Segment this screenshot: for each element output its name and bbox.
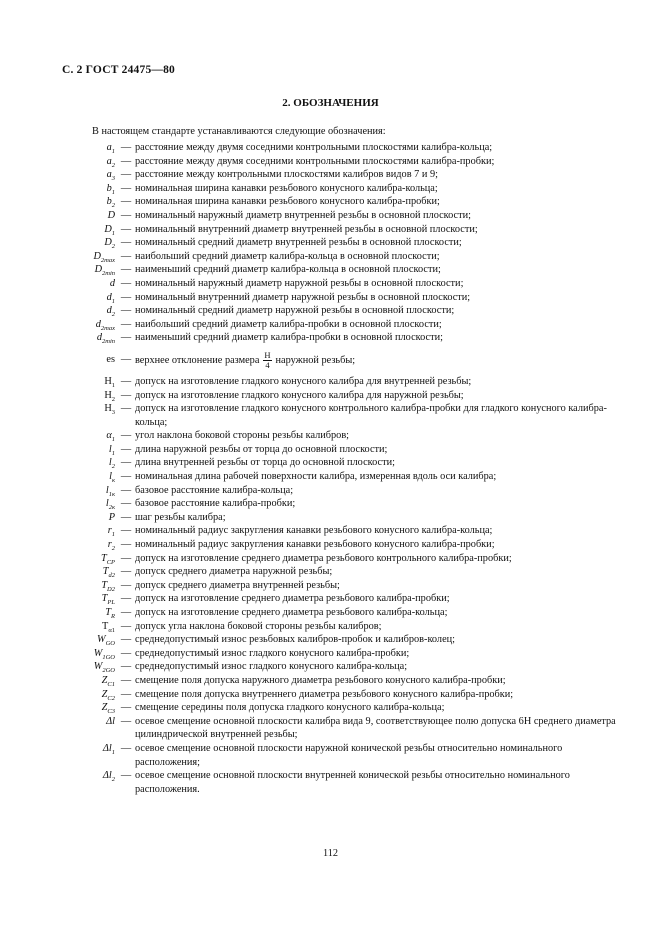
notation-symbol: D xyxy=(107,209,115,221)
notation-symbol: $b_1$ xyxy=(106,182,115,196)
symbol-subscript: C1 xyxy=(107,681,115,689)
notation-dash: — xyxy=(120,264,132,276)
notation-row xyxy=(60,497,620,511)
notation-dash: — xyxy=(120,770,132,782)
notation-row xyxy=(60,429,620,443)
notation-description: допуск среднего диаметра наружной резьбы; xyxy=(135,566,333,578)
notation-symbol: $r_1$ xyxy=(107,525,115,539)
notation-row xyxy=(60,565,620,579)
notation-row xyxy=(60,674,620,688)
notation-description: допуск на изготовление гладкого конусного калибра для наружной резьбы; xyxy=(135,389,464,401)
notation-symbol: $a_1$ xyxy=(106,142,115,156)
notation-row xyxy=(60,331,620,345)
fraction-denominator: 4 xyxy=(265,359,270,370)
symbol-subscript: 2max xyxy=(100,256,115,264)
symbol-subscript: 2 xyxy=(111,161,115,169)
notation-row xyxy=(60,524,620,538)
section-title: 2. ОБОЗНАЧЕНИЯ xyxy=(282,97,379,109)
notation-dash: — xyxy=(120,443,132,455)
notation-row xyxy=(60,606,620,620)
notation-symbol: $T_{D2}$ xyxy=(101,579,115,593)
notation-symbol: $T_{CP}$ xyxy=(100,552,115,566)
notation-row xyxy=(60,456,620,470)
notation-symbol: Δl xyxy=(106,715,115,727)
notation-symbol: $H_2$ xyxy=(104,389,115,403)
notation-description: допуск на изготовление среднего диаметра резьбового калибра-пробки; xyxy=(135,593,450,605)
symbol-subscript: D2 xyxy=(107,585,115,593)
notation-row xyxy=(60,538,620,552)
notation-symbol: $r_2$ xyxy=(107,539,115,553)
symbol-subscript: к xyxy=(111,477,115,485)
notation-dash: — xyxy=(120,702,132,714)
notation-description: смещение середины поля допуска гладкого конусного калибра-кольца; xyxy=(135,702,445,714)
notation-description: номинальная длина рабочей поверхности калибра, измеренная вдоль оси калибра; xyxy=(135,471,497,483)
symbol-subscript: C3 xyxy=(107,708,115,716)
notation-row xyxy=(60,769,620,796)
notation-row xyxy=(60,715,620,742)
notation-symbol: $\alpha_1$ xyxy=(106,430,115,444)
symbol-subscript: 1 xyxy=(111,748,115,756)
notation-dash: — xyxy=(120,552,132,564)
notation-dash: — xyxy=(120,389,132,401)
notation-row xyxy=(60,291,620,305)
notation-symbol: $\Delta l_1$ xyxy=(102,742,115,756)
notation-row xyxy=(60,182,620,196)
notation-dash: — xyxy=(120,332,132,344)
symbol-subscript: 1 xyxy=(111,229,115,237)
notation-row xyxy=(60,209,620,223)
notation-description: допуск на изготовление среднего диаметра резьбового калибра-кольца; xyxy=(135,607,448,618)
notation-symbol: $l_2$ xyxy=(108,457,115,471)
notation-description: номинальный средний диаметр наружной резьбы в основной плоскости; xyxy=(135,305,455,317)
notation-dash: — xyxy=(120,498,132,510)
notation-symbol: $d_{2min}$ xyxy=(96,332,115,346)
notation-dash: — xyxy=(120,403,132,415)
notation-description: осевое смещение основной плоскости калибра вида 9, соответствующее полю допуска 6Н среднего диаметра цилиндрической внутренней резьбы; xyxy=(135,715,616,741)
notation-row xyxy=(60,263,620,277)
symbol-subscript: 2 xyxy=(111,202,115,210)
symbol-subscript: 2 xyxy=(111,776,115,784)
symbol-subscript: 1GO xyxy=(102,653,115,661)
symbol-subscript: CP xyxy=(106,558,115,566)
notation-description: допуск на изготовление среднего диаметра резьбового контрольного калибра-пробки; xyxy=(135,552,512,564)
notation-symbol: $l_1$ xyxy=(108,443,115,457)
notation-description: наименьший средний диаметр калибра-пробки в основной плоскости; xyxy=(135,332,443,344)
notation-dash: — xyxy=(120,237,132,249)
symbol-subscript: 2 xyxy=(111,463,115,471)
notation-dash: — xyxy=(120,155,132,167)
notation-description: допуск на изготовление гладкого конусного контрольного калибра-пробки для гладкого конусного калибра-кольца; xyxy=(135,403,607,428)
notation-row xyxy=(60,633,620,647)
notation-description: осевое смещение основной плоскости внутренней конической резьбы относительно номинального расположения. xyxy=(135,770,570,795)
notation-dash: — xyxy=(120,593,132,605)
notation-symbol: $T_{d2}$ xyxy=(102,566,115,580)
description-text-before: верхнее отклонение размера xyxy=(135,354,260,366)
symbol-subscript: 3 xyxy=(111,175,115,183)
notation-dash: — xyxy=(120,375,132,387)
notation-dash: — xyxy=(120,277,132,289)
notation-dash: — xyxy=(120,715,132,727)
notation-dash: — xyxy=(120,579,132,591)
symbol-subscript: GO xyxy=(105,640,115,648)
notation-row xyxy=(60,511,620,525)
symbol-subscript: 1 xyxy=(111,188,115,196)
notation-row xyxy=(60,304,620,318)
notation-dash: — xyxy=(120,457,132,469)
notation-list xyxy=(60,141,620,796)
symbol-subscript: 1 xyxy=(111,531,115,539)
symbol-subscript: 1к xyxy=(108,490,115,498)
notation-symbol: $W_{GO}$ xyxy=(97,634,115,648)
notation-description: номинальный внутренний диаметр наружной резьбы в основной плоскости; xyxy=(135,291,471,303)
notation-row xyxy=(60,660,620,674)
intro-text: В настоящем стандарте устанавливаются следующие обозначения: xyxy=(92,126,386,137)
notation-description: номинальный внутренний диаметр внутренней резьбы в основной плоскости; xyxy=(135,223,478,235)
notation-row xyxy=(60,236,620,250)
notation-symbol: $d_1$ xyxy=(106,291,115,305)
notation-symbol: $Z_{C3}$ xyxy=(101,702,115,716)
symbol-subscript: 1 xyxy=(111,449,115,457)
notation-symbol: $d_{2max}$ xyxy=(95,318,115,332)
notation-row xyxy=(60,168,620,182)
notation-description: смещение поля допуска внутреннего диаметра резьбового конусного калибра-пробки; xyxy=(135,688,514,700)
notation-dash: — xyxy=(120,209,132,221)
symbol-subscript: 1 xyxy=(111,297,115,305)
symbol-subscript: 2 xyxy=(111,243,115,251)
notation-dash: — xyxy=(120,291,132,303)
notation-dash: — xyxy=(120,430,132,442)
symbol-subscript: 2min xyxy=(102,270,115,278)
fraction-numerator: H xyxy=(264,349,271,360)
notation-dash: — xyxy=(120,525,132,537)
notation-symbol: $d_2$ xyxy=(106,305,115,319)
notation-description: осевое смещение основной плоскости наружной конической резьбы относительно номинального расположения; xyxy=(135,742,563,768)
notation-row xyxy=(60,620,620,634)
notation-dash: — xyxy=(120,169,132,181)
symbol-subscript: 2 xyxy=(111,395,115,403)
notation-dash: — xyxy=(120,620,132,632)
symbol-subscript: 2 xyxy=(111,311,115,319)
notation-symbol: $a_3$ xyxy=(106,169,115,183)
notation-row xyxy=(60,195,620,209)
notation-row xyxy=(60,484,620,498)
notation-dash: — xyxy=(120,674,132,686)
notation-description: среднедопустимый износ гладкого конусного калибра-пробки; xyxy=(135,647,410,659)
notation-description: номинальный радиус закругления канавки резьбового конусного калибра-пробки; xyxy=(135,539,495,551)
notation-dash: — xyxy=(120,647,132,659)
notation-dash: — xyxy=(120,484,132,496)
notation-row xyxy=(60,375,620,389)
notation-dash: — xyxy=(120,182,132,194)
notation-row-es xyxy=(60,351,620,370)
notation-symbol: $W_{1GO}$ xyxy=(93,647,115,661)
notation-row xyxy=(60,552,620,566)
notation-symbol: $D_{2max}$ xyxy=(93,250,115,264)
notation-symbol: $l_к$ xyxy=(109,471,115,485)
notation-symbol: $b_2$ xyxy=(106,196,115,210)
page-number: 112 xyxy=(322,848,339,859)
notation-description: номинальный наружный диаметр наружной резьбы в основной плоскости; xyxy=(135,277,464,289)
notation-row xyxy=(60,223,620,237)
notation-dash: — xyxy=(120,142,132,153)
notation-description: длина наружной резьбы от торца до основной плоскости; xyxy=(135,443,388,455)
notation-symbol: $\Delta l_2$ xyxy=(102,770,115,784)
notation-description: наибольший средний диаметр калибра-кольца в основной плоскости; xyxy=(135,250,440,262)
notation-symbol: $Z_{C1}$ xyxy=(101,674,115,689)
notation-dash: — xyxy=(120,305,132,317)
notation-description: номинальный наружный диаметр внутренней резьбы в основной плоскости; xyxy=(135,209,472,221)
notation-description: наибольший средний диаметр калибра-пробки в основной плоскости; xyxy=(135,318,442,330)
page-header: С. 2 ГОСТ 24475—80 xyxy=(62,64,175,76)
notation-dash: — xyxy=(120,250,132,262)
notation-row xyxy=(60,318,620,332)
notation-symbol: $H_1$ xyxy=(104,375,115,389)
notation-row xyxy=(60,141,620,155)
notation-dash: — xyxy=(120,634,132,646)
notation-row xyxy=(60,250,620,264)
notation-description: базовое расстояние калибра-пробки; xyxy=(135,498,296,510)
symbol-subscript: 2GO xyxy=(102,667,115,675)
symbol-subscript: 2min xyxy=(102,338,115,346)
notation-symbol: $T_R$ xyxy=(105,607,115,621)
symbol-subscript: α1 xyxy=(108,626,115,634)
notation-row xyxy=(60,402,620,429)
fraction-h-over-4 xyxy=(263,351,271,370)
notation-dash: — xyxy=(120,471,132,483)
notation-description: допуск среднего диаметра внутренней резьбы; xyxy=(135,579,340,591)
symbol-subscript: 2max xyxy=(100,324,115,332)
notation-symbol: $Z_{C2}$ xyxy=(101,688,115,702)
symbol-subscript: 1 xyxy=(111,381,115,389)
symbol-subscript: 2к xyxy=(108,504,115,512)
notation-row xyxy=(60,592,620,606)
notation-description: шаг резьбы калибра; xyxy=(135,511,226,523)
notation-row xyxy=(60,277,620,291)
notation-symbol: $D_2$ xyxy=(104,237,115,251)
notation-row xyxy=(60,701,620,715)
notation-dash: — xyxy=(120,354,132,366)
notation-symbol: d xyxy=(109,277,115,289)
notation-description: расстояние между двумя соседними контрольными плоскостями калибра-кольца; xyxy=(135,142,493,153)
notation-symbol: $D_1$ xyxy=(104,223,115,237)
notation-row xyxy=(60,389,620,403)
notation-description: допуск на изготовление гладкого конусного калибра для внутренней резьбы; xyxy=(135,375,472,387)
notation-symbol: P xyxy=(108,511,115,523)
notation-dash: — xyxy=(120,607,132,618)
notation-symbol: $a_2$ xyxy=(106,155,115,169)
symbol-subscript: R xyxy=(111,613,115,621)
notation-symbol: $T_{PL}$ xyxy=(101,593,115,607)
notation-description: расстояние между контрольными плоскостями калибров видов 7 и 9; xyxy=(135,169,438,181)
notation-dash: — xyxy=(120,742,132,754)
notation-symbol: $D_{2min}$ xyxy=(94,264,115,278)
notation-description: наименьший средний диаметр калибра-кольца в основной плоскости; xyxy=(135,264,441,276)
notation-row xyxy=(60,155,620,169)
notation-symbol: $H_3$ xyxy=(104,403,115,417)
notation-row xyxy=(60,443,620,457)
notation-description: среднедопустимый износ резьбовых калибров-пробок и калибров-колец; xyxy=(135,634,456,646)
notation-row xyxy=(60,579,620,593)
notation-symbol: $W_{2GO}$ xyxy=(93,661,115,675)
notation-description: угол наклона боковой стороны резьбы калибров; xyxy=(135,430,350,442)
notation-description: номинальная ширина канавки резьбового конусного калибра-пробки; xyxy=(135,196,440,208)
notation-description: среднедопустимый износ гладкого конусного калибра-кольца; xyxy=(135,661,408,673)
notation-dash: — xyxy=(120,318,132,330)
notation-dash: — xyxy=(120,223,132,235)
symbol-subscript: 2 xyxy=(111,545,115,553)
notation-row xyxy=(60,688,620,702)
notation-symbol: $l_{1к}$ xyxy=(105,484,115,498)
notation-dash: — xyxy=(120,196,132,208)
notation-description: номинальный средний диаметр внутренней резьбы в основной плоскости; xyxy=(135,237,462,249)
notation-dash: — xyxy=(120,539,132,551)
notation-symbol: es xyxy=(106,354,115,366)
symbol-subscript: 3 xyxy=(111,409,115,417)
description-text-after: наружной резьбы; xyxy=(275,354,356,366)
notation-row xyxy=(60,470,620,484)
symbol-subscript: d2 xyxy=(108,572,115,580)
notation-description: допуск угла наклона боковой стороны резьбы калибров; xyxy=(135,620,382,632)
symbol-subscript: C2 xyxy=(107,694,115,702)
notation-description: номинальная ширина канавки резьбового конусного калибра-кольца; xyxy=(135,182,438,194)
notation-description: длина внутренней резьбы от торца до основной плоскости; xyxy=(135,457,395,469)
notation-description: номинальный радиус закругления канавки резьбового конусного калибра-кольца; xyxy=(135,525,493,537)
notation-description: смещение поля допуска наружного диаметра резьбового конусного калибра-пробки; xyxy=(135,674,506,686)
notation-symbol: $T_{\alpha 1}$ xyxy=(102,620,115,634)
notation-dash: — xyxy=(120,661,132,673)
notation-description: расстояние между двумя соседними контрольными плоскостями калибра-пробки; xyxy=(135,155,495,167)
notation-description: базовое расстояние калибра-кольца; xyxy=(135,484,294,496)
notation-dash: — xyxy=(120,688,132,700)
symbol-subscript: 1 xyxy=(111,148,115,156)
notation-description xyxy=(133,351,620,370)
notation-dash: — xyxy=(120,566,132,578)
notation-dash: — xyxy=(120,511,132,523)
notation-symbol: $l_{2к}$ xyxy=(105,498,115,512)
notation-row xyxy=(60,647,620,661)
symbol-subscript: 1 xyxy=(111,436,115,444)
notation-row xyxy=(60,742,620,769)
symbol-subscript: PL xyxy=(107,599,115,607)
